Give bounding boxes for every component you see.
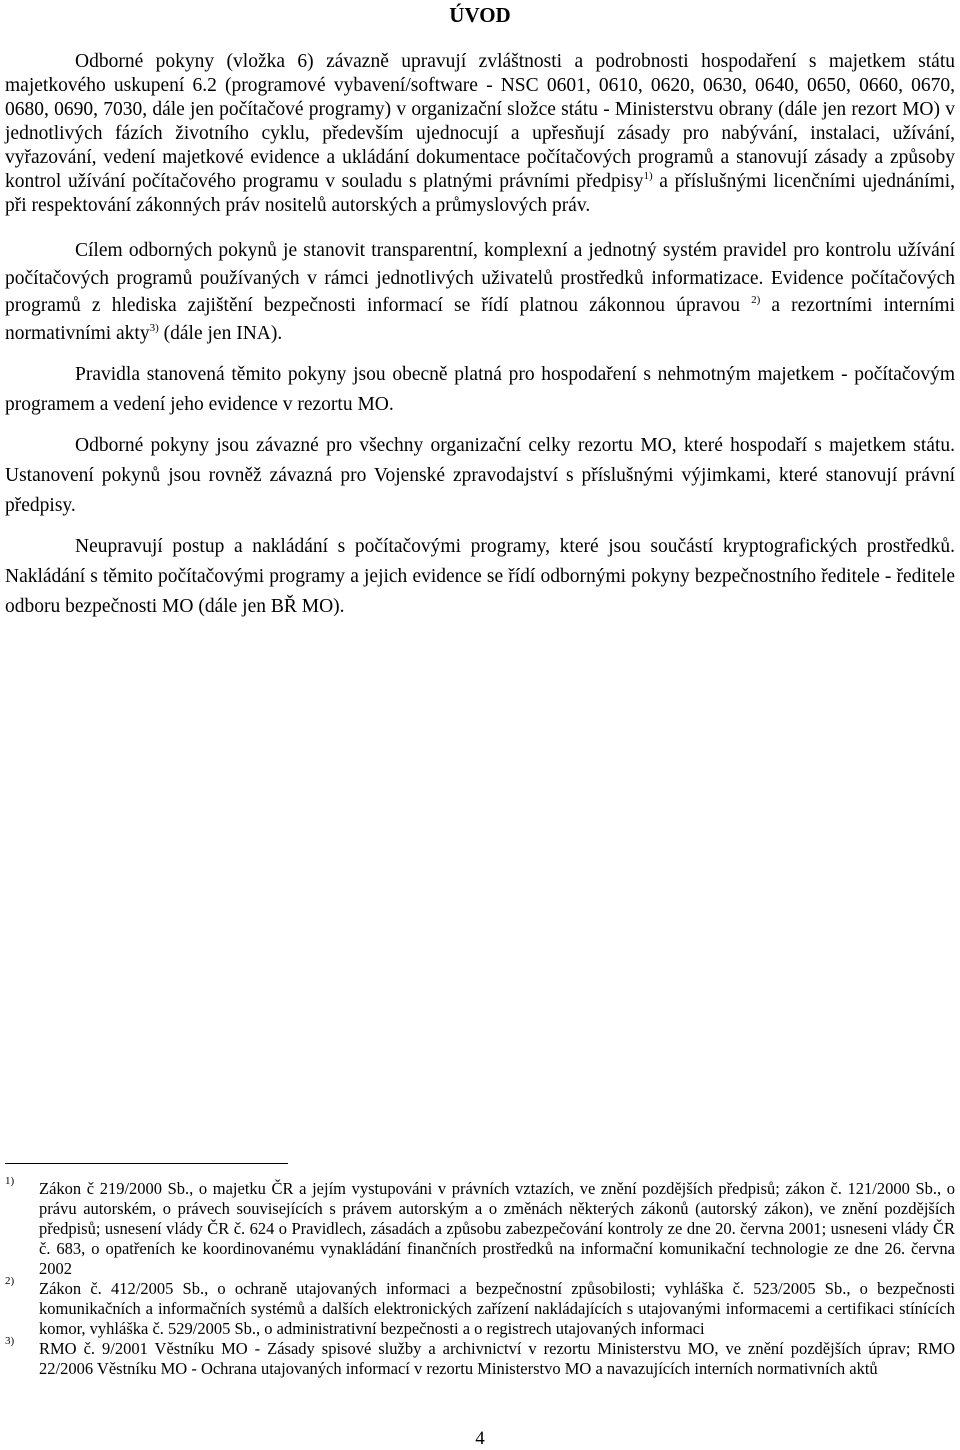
footnote-ref-1: 1) <box>643 170 653 182</box>
footnote-2-text: Zákon č. 412/2005 Sb., o ochraně utajovaných informaci a bezpečnostní způsobilosti; vyhláška č. 523/2005 Sb., o bezpečnosti komunikačních a informačních systémů a dalších elektronických zařízení nakládajících s utajovanými informacemi a certifikaci stínících komor, vyhláška č. 529/2005 Sb., o administrativní bezpečnosti a o registrech utajovaných informaci <box>39 1279 955 1338</box>
body-text <box>5 50 955 633</box>
footnote-1-text: Zákon č 219/2000 Sb., o majetku ČR a jejím vystupováni v právních vztazích, ve znění pozdějších předpisů; zákon č. 121/2000 Sb., o právu autorském, o právech souvisejících s právem autorským a o změnách některých zákonů (autorský zákon), ve znění pozdějších předpisů; usnesení vlády ČR č. 624 o Pravidlech, zásadách a způsobu zabezpečování kontroly ze dne 20. června 2001; usneseni vlády ČR č. 683, o opatřeních ke koordinovanému vynakládání finančních prostředků na informační komunikační technologie ze dne 26. června 2002 <box>39 1179 955 1278</box>
footnote-divider <box>5 1163 288 1164</box>
paragraph-2-text-c: (dále jen INA). <box>158 322 283 344</box>
paragraph-3-text: Pravidla stanovená těmito pokyny jsou obecně platná pro hospodaření s nehmotným majetkem - počítačovým programem a vedení jeho evidence v rezortu MO. <box>5 364 955 415</box>
paragraph-1-text-b: a příslušnými licenčními ujednáními, při respektování zákonných práv nositelů autorských a průmyslových práv. <box>5 171 955 216</box>
paragraph-1-text-a: Odborné pokyny (vložka 6) závazně upravují zvláštnosti a podrobnosti hospodaření s majetkem státu majetkového uskupení 6.2 (programové vybavení/software - NSC 0601, 0610, 0620, 0630, 0640, 0650, 0660, 0670, 0680, 0690, 7030, dále jen počítačové programy) v organizační složce státu - Ministerstvu obrany (dále jen rezort MO) v jednotlivých fázích životního cyklu, především ujednocují a upřesňují zásady pro nabývání, instalaci, užívání, vyřazování, vedení majetkové evidence a ukládání dokumentace počítačových programů a stanovují zásady a způsoby kontrol užívání počítačového programu v souladu s platnými právními předpisy <box>5 51 955 192</box>
page-title: ÚVOD <box>449 3 511 27</box>
paragraph-5-text: Neupravují postup a nakládání s počítačovými programy, které jsou součástí kryptografických prostředků. Nakládání s těmito počítačovými programy a jejich evidence se řídí odbornými pokyny bezpečnostního ředitele - ředitele odboru bezpečnosti MO (dále jen BŘ MO). <box>5 536 955 617</box>
paragraph-2-text-a: Cílem odborných pokynů je stanovit transparentní, komplexní a jednotný systém pravidel pro kontrolu užívání počítačových programů používaných v rámci jednotlivých uživatelů prostředků informatizace. Evidence počítačových programů z hlediska zajištění bezpečnosti informací se řídí platnou zákonnou úpravou <box>5 240 955 316</box>
footnote-2-number: 2) <box>5 1275 15 1287</box>
paragraph-2 <box>5 237 955 347</box>
paragraph-4 <box>5 431 955 521</box>
paragraph-2-text-b: a rezortními interními normativními akty <box>5 295 955 344</box>
footnote-3-number: 3) <box>5 1335 15 1347</box>
footnotes <box>5 1175 955 1379</box>
footnote-ref-2: 2) <box>751 294 761 306</box>
footnote-3-text: RMO č. 9/2001 Věstníku MO - Zásady spisové služby a archivnictví v rezortu Ministerstvu MO, ve znění pozdějších úprav; RMO 22/2006 Věstníku MO - Ochrana utajovaných informací v rezortu Ministerstvo MO a navazujících interních normativních aktů <box>39 1339 955 1378</box>
paragraph-1 <box>5 50 955 218</box>
footnote-1 <box>5 1175 955 1279</box>
footnote-2 <box>5 1275 955 1339</box>
footnote-ref-3: 3) <box>149 321 159 334</box>
paragraph-3 <box>5 360 955 420</box>
footnote-1-number: 1) <box>5 1175 15 1187</box>
paragraph-4-text: Odborné pokyny jsou závazné pro všechny organizační celky rezortu MO, které hospodaří s majetkem státu. Ustanovení pokynů jsou rovněž závazná pro Vojenské zpravodajství s příslušnými výjimkami, které stanovují právní předpisy. <box>5 435 955 516</box>
footnote-3 <box>5 1335 955 1379</box>
page-number: 4 <box>475 1428 485 1449</box>
paragraph-5 <box>5 532 955 622</box>
